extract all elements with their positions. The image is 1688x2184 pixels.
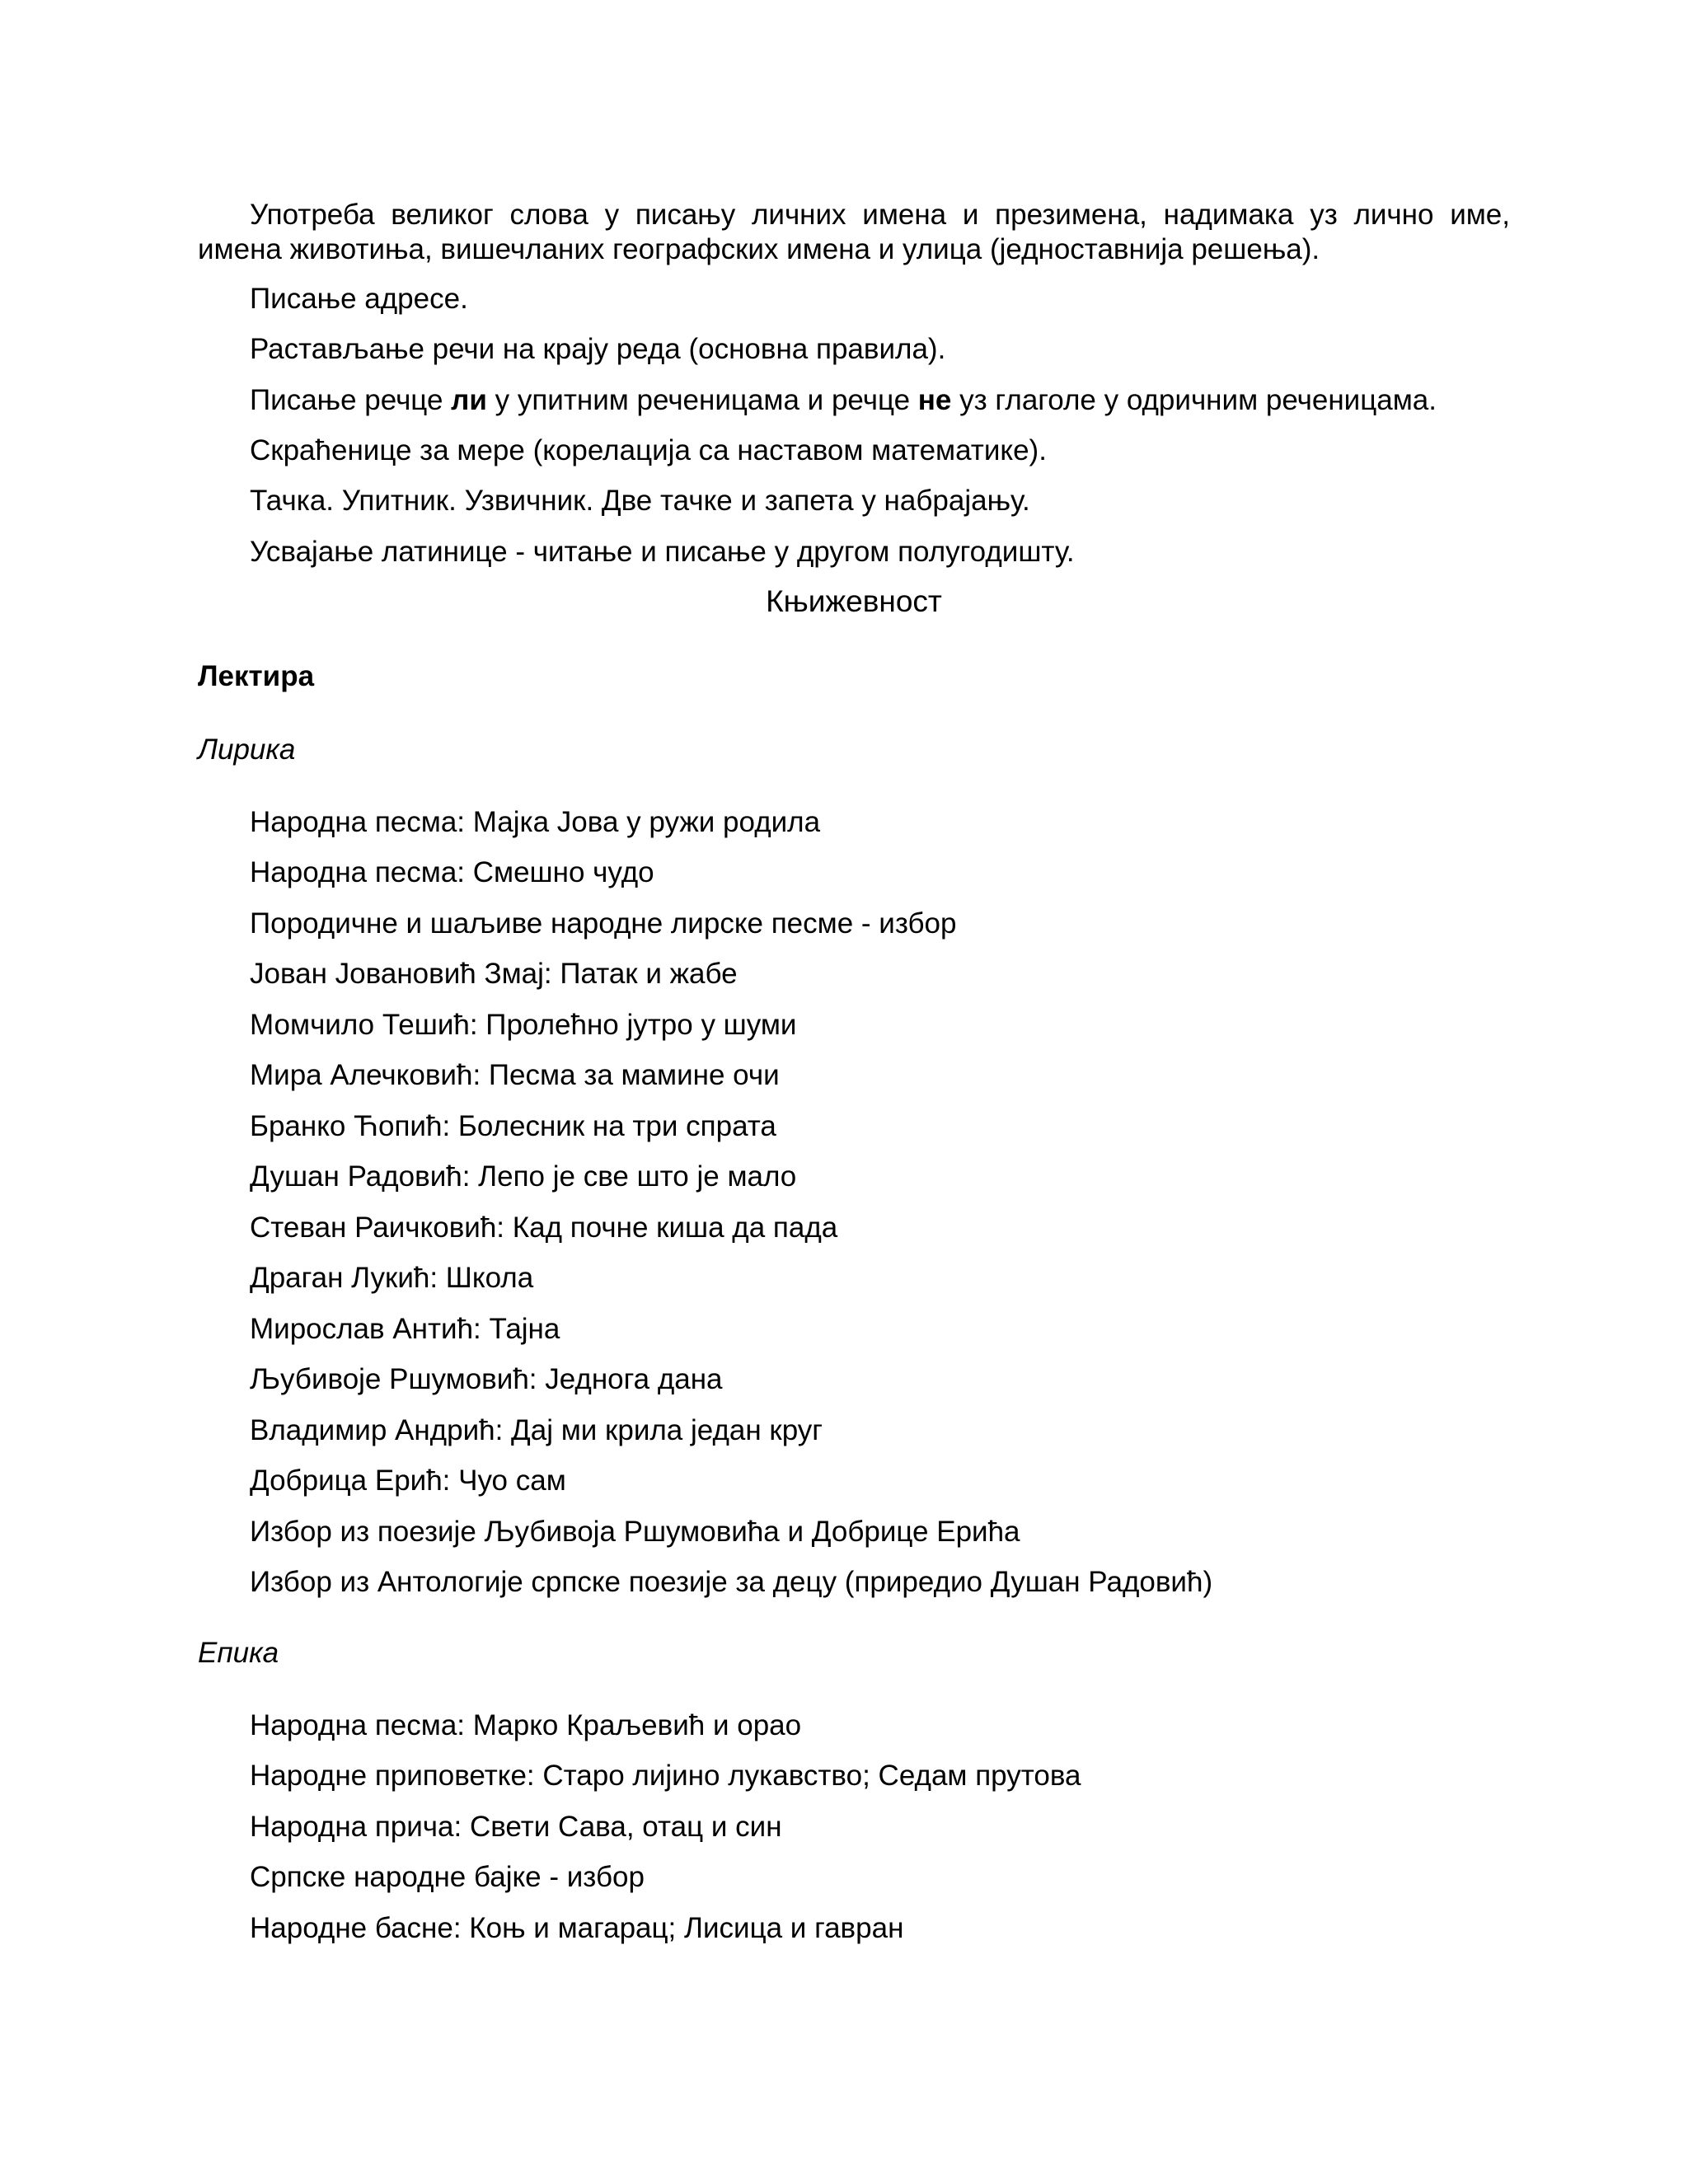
epic-item: Српске народне бајке - избор [250, 1861, 645, 1893]
intro-line-1: Употреба великог слова у писању личних имена и презимена, надимака уз лично име, [250, 199, 1510, 231]
lyric-item: Избор из Антологије српске поезије за децу (приредио Душан Радовић) [250, 1566, 1213, 1598]
lyric-item: Стеван Раичковић: Кад почне киша да пада [250, 1212, 838, 1244]
lyric-item: Народна песма: Мајка Јова у ружи родила [250, 806, 821, 838]
orthography-item-hyphenation: Растављање речи на крају реда (основна правила). [250, 333, 946, 365]
orthography-item-punctuation: Тачка. Упитник. Узвичник. Две тачке и запета у набрајању. [250, 485, 1030, 517]
epic-title: Епика [198, 1637, 279, 1669]
lyric-item: Народна песма: Смешно чудо [250, 856, 654, 888]
lyric-item: Породичне и шаљиве народне лирске песме - избор [250, 907, 957, 940]
epic-item: Народне приповетке: Старо лијино лукавство; Седам прутова [250, 1760, 1081, 1792]
particles-text-3: уз глаголе у одричним реченицама. [951, 384, 1437, 416]
lyric-item: Драган Лукић: Школа [250, 1262, 534, 1294]
particle-ne: не [917, 384, 952, 416]
lyric-item: Бранко Ћопић: Болесник на три спрата [250, 1110, 776, 1142]
lyric-item: Владимир Андрић: Дај ми крила један круг [250, 1414, 823, 1446]
literature-heading: Књижевност [766, 584, 942, 618]
lyric-item: Јован Јовановић Змај: Патак и жабе [250, 958, 738, 990]
particle-li: ли [451, 384, 487, 416]
lyric-item: Добрица Ерић: Чуо сам [250, 1465, 566, 1497]
lyric-item: Мира Алечковић: Песма за мамине очи [250, 1059, 780, 1091]
intro-line-2: имена животиња, вишечланих географских имена и улица (једноставнија решења). [198, 233, 1320, 265]
lyric-title: Лирика [198, 733, 296, 766]
lyric-item: Љубивоје Ршумовић: Једнога дана [250, 1363, 723, 1395]
epic-item: Народна песма: Марко Краљевић и орао [250, 1709, 802, 1741]
lyric-item: Избор из поезије Љубивоја Ршумовића и Добрице Ерића [250, 1516, 1020, 1548]
orthography-item-abbreviations: Скраћенице за мере (корелација са наставом математике). [250, 434, 1047, 466]
lyric-item: Мирослав Антић: Тајна [250, 1313, 560, 1345]
orthography-item-latin: Усвајање латинице - читање и писање у другом полугодишту. [250, 536, 1075, 568]
reading-title: Лектира [198, 660, 315, 692]
lyric-item: Душан Радовић: Лепо је све што је мало [250, 1160, 797, 1193]
epic-item: Народна прича: Свети Сава, отац и син [250, 1811, 782, 1843]
lyric-item: Момчило Тешић: Пролећно јутро у шуми [250, 1009, 797, 1041]
orthography-item-particles [198, 383, 1437, 417]
orthography-item-address: Писање адресе. [250, 283, 468, 315]
epic-item: Народне басне: Коњ и магарац; Лисица и гавран [250, 1912, 904, 1944]
particles-text-1: Писање речце [250, 384, 452, 416]
particles-text-2: у упитним реченицама и речце [486, 384, 918, 416]
